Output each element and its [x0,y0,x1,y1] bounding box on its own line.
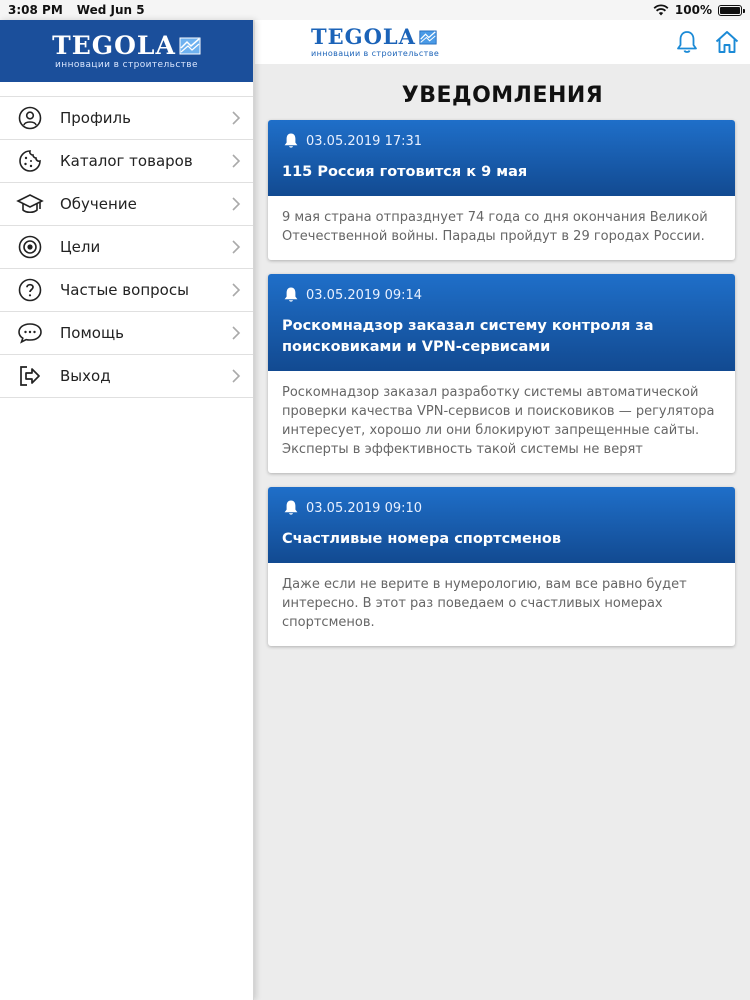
brand-mark-icon [179,36,201,56]
notification-header [268,274,735,371]
notification-title: 115 Россия готовится к 9 мая [282,164,528,180]
sidebar [0,20,254,1000]
header-logo[interactable] [311,26,439,58]
sidebar-item-help[interactable] [0,312,253,355]
sidebar-item-goals[interactable] [0,226,253,269]
sidebar-item-label: Частые вопросы [60,281,189,299]
bell-icon [282,132,300,150]
notification-header [268,487,735,563]
chat-icon [17,321,43,345]
sidebar-item-education[interactable] [0,183,253,226]
top-bar-actions [674,29,740,55]
user-icon [18,106,42,130]
sidebar-menu [0,96,253,398]
sidebar-item-logout[interactable] [0,355,253,398]
sidebar-item-catalog[interactable] [0,140,253,183]
brand-name: TEGOLA [52,30,176,60]
notification-title: Роскомнадзор заказал систему контроля за поисковиками и VPN-сервисами [282,318,654,355]
chevron-right-icon [231,240,241,254]
top-bar [255,20,750,64]
notification-date: 03.05.2019 17:31 [306,133,423,149]
target-icon [18,235,42,259]
main-content [255,20,750,1000]
home-icon[interactable] [714,29,740,55]
bell-icon [282,286,300,304]
chevron-right-icon [231,326,241,340]
wifi-icon [653,4,669,16]
bell-icon [282,499,300,517]
notification-card[interactable] [268,120,735,260]
notification-body: Роскомнадзор заказал разработку системы автоматической проверки качества VPN-сервисов и поисковиков — регулятора интересует, хорошо ли они блокируют запрещенные сайты. Эксперты в эффективность такой системы не верят [282,385,715,457]
sidebar-item-label: Профиль [60,109,131,127]
notification-card[interactable] [268,487,735,646]
graduation-cap-icon [16,192,44,216]
battery-icon [718,5,742,16]
logout-icon [18,364,42,388]
sidebar-item-label: Каталог товаров [60,152,193,170]
notifications-list [255,113,750,646]
notification-title: Счастливые номера спортсменов [282,531,562,547]
catalog-icon [18,149,42,173]
sidebar-item-faq[interactable] [0,269,253,312]
chevron-right-icon [231,197,241,211]
chevron-right-icon [231,111,241,125]
sidebar-item-label: Цели [60,238,101,256]
battery-percent: 100% [674,3,712,17]
brand-name: TEGOLA [311,24,416,49]
chevron-right-icon [231,369,241,383]
question-icon [18,278,42,302]
notification-date: 03.05.2019 09:14 [306,287,423,303]
chevron-right-icon [231,283,241,297]
page-title: УВЕДОМЛЕНИЯ [401,83,604,108]
notification-date: 03.05.2019 09:10 [306,500,423,516]
sidebar-logo [0,20,253,82]
brand-tagline: инновации в строительстве [55,59,198,70]
sidebar-item-profile[interactable] [0,97,253,140]
brand-mark-icon [419,29,437,46]
status-bar [0,0,750,20]
notification-body: 9 мая страна отпразднует 74 года со дня окончания Великой Отечественной войны. Парады пройдут в 29 городах России. [282,210,708,244]
notification-body: Даже если не верите в нумерологию, вам все равно будет интересно. В этот раз поведаем о счастливых номерах спортсменов. [282,577,687,630]
brand-tagline: инновации в строительстве [311,49,440,58]
notification-header [268,120,735,196]
sidebar-item-label: Выход [60,367,111,385]
sidebar-item-label: Обучение [60,195,137,213]
sidebar-item-label: Помощь [60,324,124,342]
status-time: 3:08 PM [8,3,63,17]
status-date: Wed Jun 5 [76,3,145,17]
notifications-bell-icon[interactable] [674,29,700,55]
status-right [653,3,742,17]
chevron-right-icon [231,154,241,168]
notification-card[interactable] [268,274,735,473]
